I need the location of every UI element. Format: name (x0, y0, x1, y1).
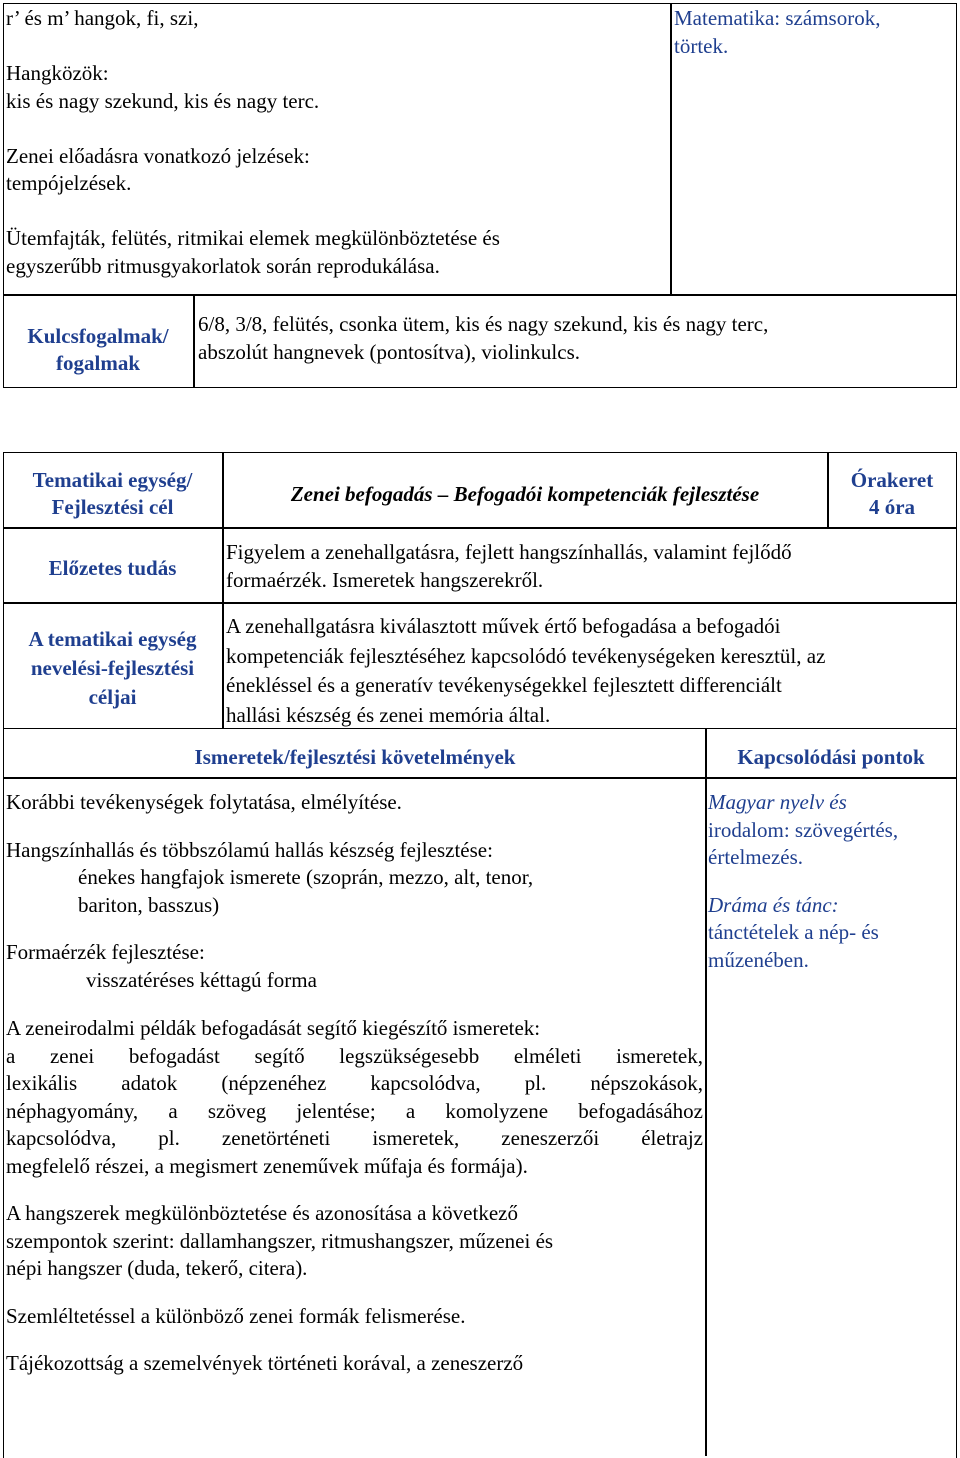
label-line: A tematikai egység (28, 627, 197, 651)
text-line: egyszerűbb ritmusgyakorlatok során reprodukálása. (6, 253, 440, 278)
text-line: lexikális adatok (népzenéhez kapcsolódva, pl. népszokások, (6, 1071, 703, 1095)
hours-value: 4 óra (868, 495, 916, 519)
unit-title (224, 481, 826, 508)
text-line: kompetenciák fejlesztéséhez kapcsolódó tevékenységeken keresztül, az (226, 643, 826, 668)
divider (193, 294, 195, 388)
label-line: Kulcsfogalmak/ (27, 324, 169, 348)
divider (705, 728, 707, 1456)
text-line: szempontok szerint: dallamhangszer, ritmushangszer, műzenei és (6, 1228, 554, 1253)
hours-box (829, 467, 955, 521)
title-part: Zenei befogadás (290, 482, 433, 506)
text-line: A zenehallgatásra kiválasztott művek értő befogadása a befogadói (226, 614, 781, 638)
paragraph: Hangszínhallás és többszólamú hallás készség fejlesztése: (6, 837, 493, 862)
text-line: abszolút hangnevek (pontosítva), violinkulcs. (198, 339, 581, 364)
paragraph: Tájékozottság a szemelvények történeti korával, a zeneszerző (6, 1351, 524, 1375)
text-line: törtek. (674, 33, 729, 58)
text-line: néphagyomány, a szöveg jelentése; a komolyzene befogadásához (6, 1098, 703, 1123)
paragraph: Szemléltetéssel a különböző zenei formák felismerése. (6, 1303, 466, 1328)
text-line: r’ és m’ hangok, fi, szi, (6, 6, 199, 30)
prior-text (226, 539, 954, 594)
text-line: hallási készség és zenei memória által. (226, 702, 551, 727)
req-content (6, 789, 703, 1378)
top-right-text (674, 5, 954, 60)
top-left-text (6, 5, 666, 280)
title-part: Befogadói kompetenciák fejlesztése (453, 482, 760, 506)
label-line: nevelési-fejlesztési (30, 656, 195, 680)
header-text: Kapcsolódási pontok (737, 745, 925, 769)
hours-label: Órakeret (850, 468, 934, 492)
paragraph: Korábbi tevékenységek folytatása, elmélyítése. (6, 790, 402, 814)
divider (3, 602, 957, 604)
text-line (6, 33, 666, 61)
text-line: kis és nagy szekund, kis és nagy terc. (6, 88, 320, 113)
goals-label (5, 625, 220, 712)
text-line: Zenei előadásra vonatkozó jelzések: (6, 143, 310, 168)
req-header-left (5, 744, 705, 771)
label-line: fogalmak (56, 351, 140, 375)
text-line (6, 115, 666, 143)
text-line: formaérzék. Ismeretek hangszerekről. (226, 567, 544, 592)
text-line: tempójelzések. (6, 171, 132, 195)
text-line: Figyelem a zenehallgatásra, fejlett hangszínhallás, valamint fejlődő (226, 540, 792, 564)
kulcs-label (5, 323, 191, 377)
text-line: értelmezés. (708, 845, 804, 869)
text-line: megfelelő részei, a megismert zeneművek műfaja és formája). (6, 1153, 528, 1178)
goals-text (226, 612, 954, 730)
label-line: Fejlesztési cél (51, 495, 174, 519)
divider (3, 777, 957, 779)
text-line: énekes hangfajok ismerete (szoprán, mezzo, alt, tenor, (78, 865, 534, 889)
text-line: műzenében. (708, 947, 809, 972)
text-line: bariton, basszus) (78, 892, 220, 917)
label-text: Előzetes tudás (48, 556, 177, 580)
divider (3, 527, 957, 529)
req-connections (708, 789, 956, 974)
text-line (6, 198, 666, 226)
text-line: A hangszerek megkülönböztetése és azonosítása a következő (6, 1201, 518, 1225)
text-line: Ütemfajták, felütés, ritmikai elemek megkülönböztetése és (6, 226, 500, 250)
connection-title: Dráma és tánc: (708, 892, 839, 917)
label-line: Tematikai egység/ (32, 468, 193, 492)
header-text: Ismeretek/fejlesztési követelmények (194, 745, 516, 769)
kulcs-text (198, 311, 954, 366)
text-line: visszatéréses kéttagú forma (86, 967, 317, 992)
connection-title: Magyar nyelv és (708, 790, 847, 814)
divider (3, 294, 957, 296)
text-line: kapcsolódva, pl. zenetörténeti ismeretek, zeneszerzői életrajz (6, 1126, 703, 1150)
title-dash: – (437, 482, 449, 506)
text-line: 6/8, 3/8, felütés, csonka ütem, kis és nagy szekund, kis és nagy terc, (198, 312, 769, 336)
text-line: tánctételek a nép- és (708, 920, 879, 944)
label-line: céljai (88, 685, 137, 709)
unit-label (5, 467, 220, 521)
req-header-right (707, 744, 955, 771)
text-line: A zeneirodalmi példák befogadását segítő kiegészítő ismeretek: (6, 1016, 541, 1040)
text-line: a zenei befogadást segítő legszükségesebb elméleti ismeretek, (6, 1043, 703, 1068)
text-line: énekléssel és a generatív tevékenységekkel fejlesztett differenciált (226, 673, 782, 697)
text-line: Hangközök: (6, 61, 109, 85)
text-line: Matematika: számsorok, (674, 6, 881, 30)
divider (670, 3, 672, 295)
text-line: népi hangszer (duda, tekerő, citera). (6, 1256, 308, 1280)
paragraph: Formaérzék fejlesztése: (6, 940, 205, 964)
text-line: irodalom: szövegértés, (708, 817, 899, 842)
prior-label (5, 555, 220, 582)
